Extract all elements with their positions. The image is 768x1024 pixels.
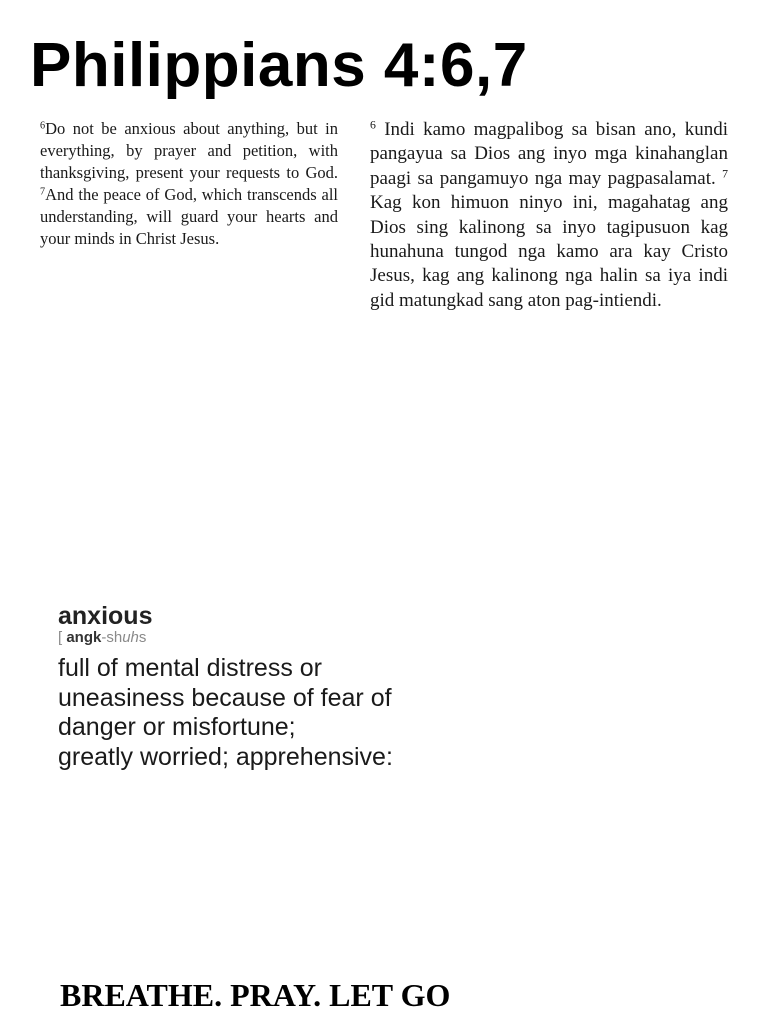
definition-pronunciation [58,630,478,646]
english-verse-text [40,118,338,250]
verse-6-text: Indi kamo magpalibog sa bisan ano, kundi pangayua sa Dios ang inyo mga kinahanglan paagi sa pangamuyo nga may pagpasalamat. [370,119,728,189]
pronunciation-open: [ [58,629,67,646]
verse-6-text: Do not be anxious about anything, but in everything, by prayer and petition, with thanksgiving, present your requests to God. [40,119,338,182]
page-title: Philippians 4:6,7 [30,31,528,100]
pronunciation-end: s [138,629,147,646]
definition-word: anxious [58,602,153,630]
verse-7-text: Kag kon himuon ninyo ini, magahatag ang Dios sing kalinong sa inyo tagipusuon kag hunahuna tungod nga kamo ara kay Cristo Jesus, kag ang kalinong nga halin sa iya indi gid matungkad sang aton pag-intiendi. [370,192,728,311]
footer-slogan: BREATHE. PRAY. LET GO [60,977,451,1013]
hiligaynon-verse-text [370,118,728,313]
verse-6-number: 6 [370,118,376,132]
pronunciation-stress: angk [66,629,102,646]
verse-7-text: And the peace of God, which transcends all understanding, will guard your hearts and your minds in Christ Jesus. [40,185,338,248]
verse-7-number: 7 [722,167,728,181]
pronunciation-italic: uh [122,629,139,646]
definition-block [58,600,478,772]
definition-text: full of mental distress or uneasiness because of fear of danger or misfortune; greatly worried; apprehensive: [58,654,393,771]
verse-7-number: 7 [40,186,46,198]
verse-6-number: 6 [40,120,46,132]
pronunciation-mid: -sh [101,629,123,646]
